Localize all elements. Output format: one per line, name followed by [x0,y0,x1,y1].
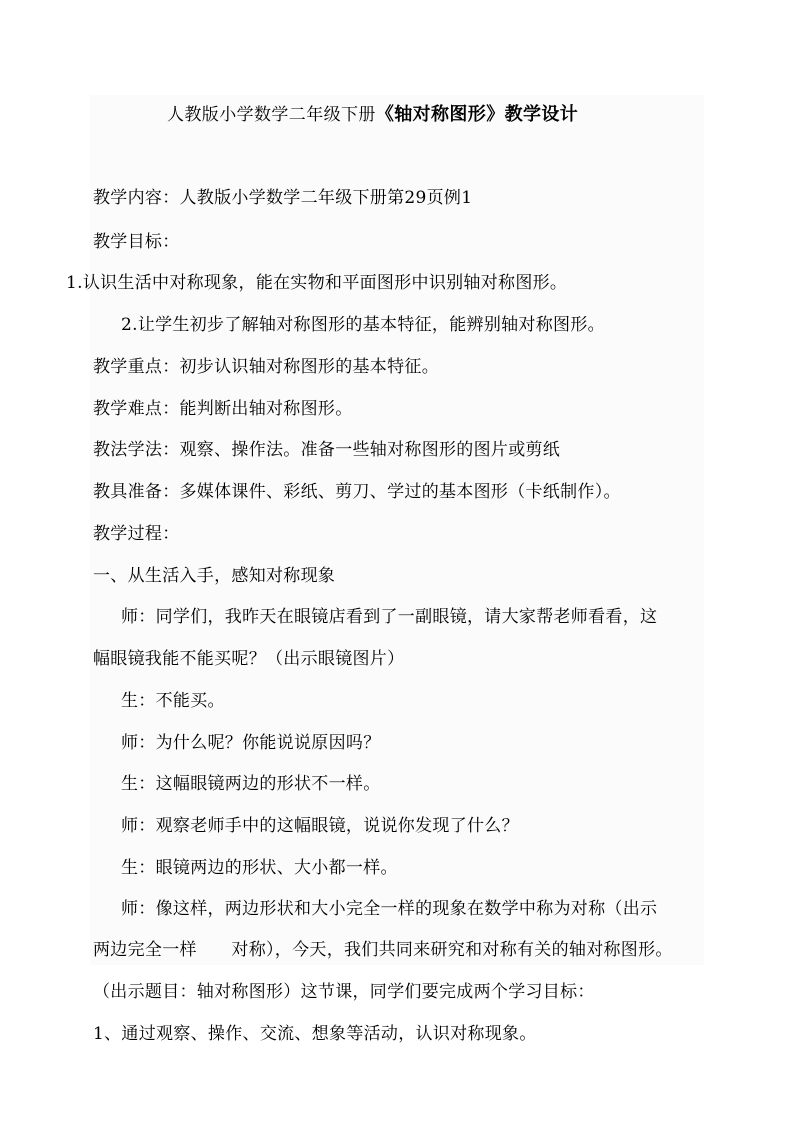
dialogue-student-3: 生：眼镜两边的形状、大小都一样。 [121,858,398,878]
teaching-content: 教学内容：人教版小学数学二年级下册第29页例1 [93,188,473,208]
dialogue-teacher-1: 师：同学们，我昨天在眼镜店看到了一副眼镜，请大家帮老师看看，这 [121,607,658,627]
dialogue-student-1: 生：不能买。 [121,691,225,711]
teaching-key-point: 教学重点：初步认识轴对称图形的基本特征。 [93,357,439,377]
goal-1: 1.认识生活中对称现象，能在实物和平面图形中识别轴对称图形。 [66,273,568,293]
dialogue-teacher-2: 师：为什么呢？你能说说原因吗？ [121,733,381,753]
title-bold: 《轴对称图形》教学设计 [375,104,579,125]
section-1-heading: 一、从生活入手，感知对称现象 [93,566,336,586]
dialogue-teacher-1-cont: 幅眼镜我能不能买呢？（出示眼镜图片） [93,649,405,669]
dialogue-teacher-3: 师：观察老师手中的这幅眼镜，说说你发现了什么？ [121,816,519,836]
learning-objective-1: 1、通过观察、操作、交流、想象等活动，认识对称现象。 [93,1024,537,1044]
dialogue-student-2: 生：这幅眼镜两边的形状不一样。 [121,774,381,794]
teaching-process-heading: 教学过程： [93,524,180,544]
teaching-goals-heading: 教学目标： [93,232,180,252]
title-prefix: 人教版小学数学二年级下册 [167,105,376,125]
teaching-method: 教法学法：观察、操作法。准备一些轴对称图形的图片或剪纸 [93,440,561,460]
dialogue-teacher-4: 师：像这样，两边形状和大小完全一样的现象在数学中称为对称（出示 [121,899,658,919]
dialogue-teacher-4-cont-2: （出示题目：轴对称图形）这节课，同学们要完成两个学习目标： [93,982,595,1002]
teaching-difficulty: 教学难点：能判断出轴对称图形。 [93,399,353,419]
dialogue-teacher-4-cont: 两边完全一样 对称），今天，我们共同来研究和对称有关的轴对称图形。 [93,940,673,960]
teaching-tools: 教具准备：多媒体课件、彩纸、剪刀、学过的基本图形（卡纸制作）。 [93,482,621,502]
document-title [167,104,578,126]
goal-2: 2.让学生初步了解轴对称图形的基本特征，能辨别轴对称图形。 [121,315,605,335]
